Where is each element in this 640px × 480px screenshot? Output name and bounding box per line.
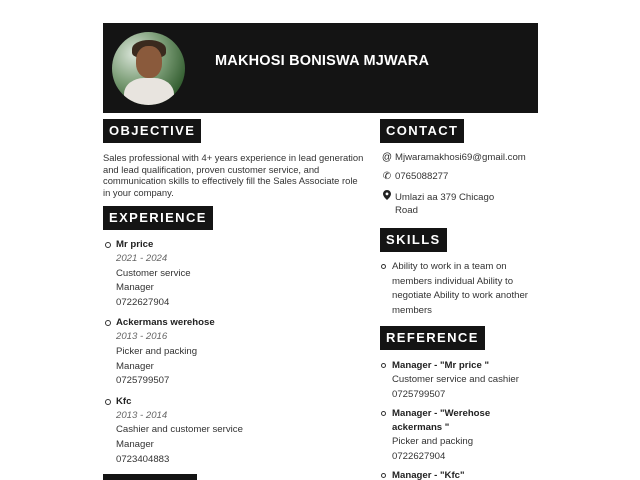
resume-header [103, 23, 538, 113]
contact-address-line1: Umlazi aa 379 Chicago [395, 192, 495, 203]
experience-item [104, 316, 354, 388]
at-icon: @ [381, 152, 393, 163]
skills-heading: SKILLS [380, 228, 447, 252]
experience-company: Mr price [116, 239, 154, 250]
phone-icon: ✆ [382, 171, 392, 182]
contact-heading: CONTACT [380, 119, 464, 143]
reference-heading: REFERENCE [380, 326, 485, 350]
experience-position: Manager [116, 360, 154, 372]
experience-role: Cashier and customer service [116, 424, 243, 436]
experience-phone: 0723404883 [116, 453, 170, 465]
contact-email-row [381, 151, 526, 165]
reference-item [381, 407, 531, 464]
contact-phone[interactable]: 0765088277 [395, 171, 449, 182]
experience-list [104, 238, 354, 473]
reference-phone: 0725799507 [392, 388, 446, 400]
experience-years: 2013 - 2016 [116, 331, 168, 343]
contact-address-line2: Road [395, 205, 418, 216]
reference-item [381, 359, 531, 402]
experience-position: Manager [116, 438, 154, 450]
profile-photo-body [124, 78, 174, 105]
skill-item: Ability to work in a team on members individual Ability to negotiate Ability to work another members [381, 260, 541, 318]
experience-role: Customer service [116, 267, 191, 279]
profile-photo-face [136, 46, 162, 78]
experience-item [104, 238, 354, 310]
reference-item [381, 469, 531, 480]
experience-years: 2021 - 2024 [116, 253, 168, 264]
experience-company: Kfc [116, 395, 132, 407]
experience-heading: EXPERIENCE [103, 206, 213, 230]
contact-address-row [381, 190, 494, 205]
experience-position: Manager [116, 282, 154, 294]
candidate-name: MAKHOSI BONISWA MJWARA [215, 53, 430, 69]
experience-phone: 0725799507 [116, 375, 170, 387]
experience-company: Ackermans werehose [116, 317, 215, 329]
location-pin-icon [381, 190, 393, 205]
reference-name: Manager - "Mr price " [392, 360, 490, 371]
reference-detail: Customer service and cashier [392, 374, 519, 385]
objective-heading: OBJECTIVE [103, 119, 201, 143]
next-section-heading-partial [103, 474, 197, 480]
experience-phone: 0722627904 [116, 296, 170, 308]
profile-photo [112, 32, 185, 105]
reference-name: Manager - "Kfc" [392, 470, 465, 480]
experience-item [104, 395, 354, 467]
reference-detail: Picker and packing [392, 436, 474, 448]
reference-list [381, 359, 531, 480]
reference-phone: 0722627904 [392, 450, 446, 462]
experience-years: 2013 - 2014 [116, 409, 168, 421]
contact-phone-row [381, 170, 448, 184]
experience-role: Picker and packing [116, 345, 198, 357]
skills-list [381, 260, 541, 318]
reference-name: Manager - "Werehose ackermans " [392, 408, 491, 434]
objective-text: Sales professional with 4+ years experience in lead generation and lead qualification, proven customer service, and communication skills to effectively fill the Sales Associate role in your company. [103, 152, 364, 198]
contact-email[interactable]: Mjwaramakhosi69@gmail.com [395, 152, 526, 163]
